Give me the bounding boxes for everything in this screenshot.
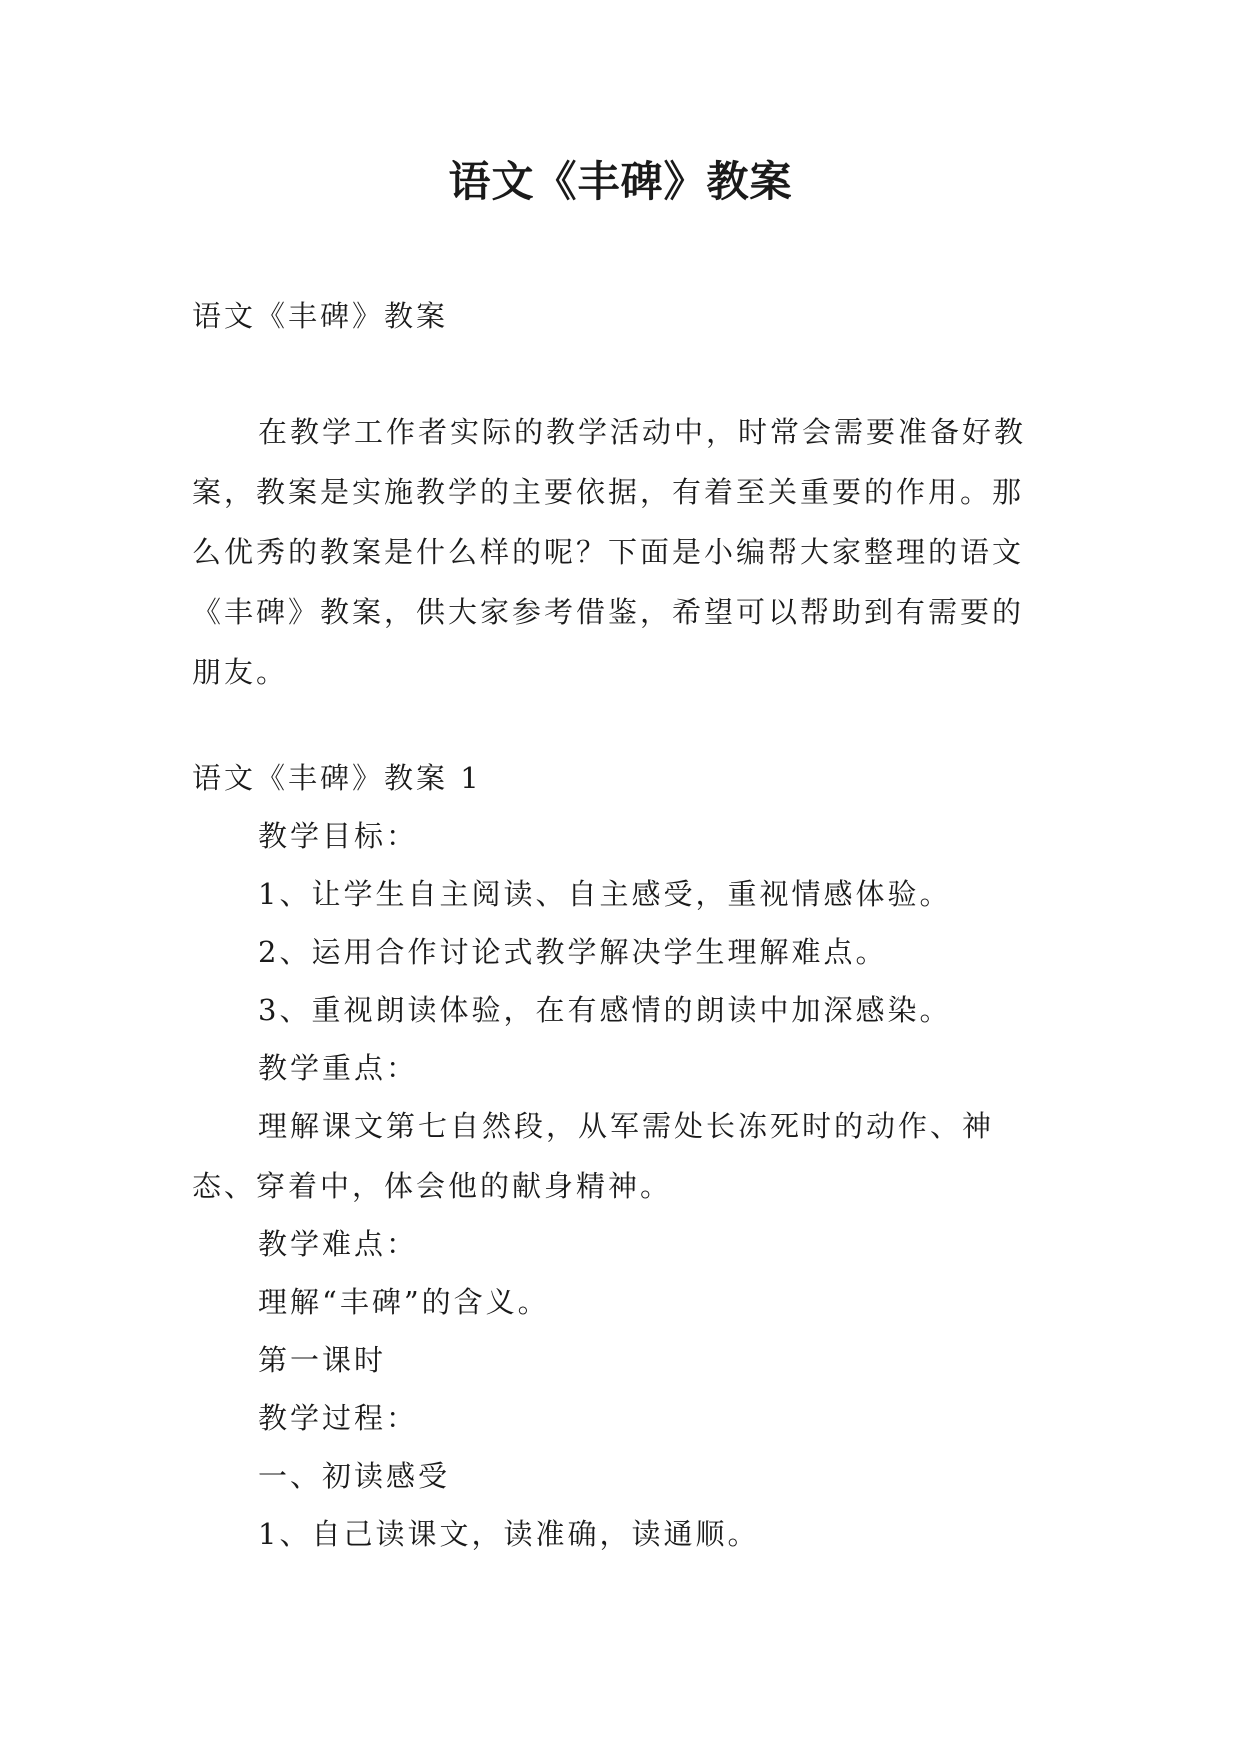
key-point-heading: 教学重点： [258, 1051, 419, 1085]
process-heading: 教学过程： [258, 1401, 419, 1435]
intro-paragraph: 在教学工作者实际的教学活动中，时常会需要准备好教案，教案是实施教学的主要依据，有着至关重要的作用。那么优秀的教案是什么样的呢？下面是小编帮大家整理的语文《丰碑》教案，供大家参考借鉴，希望可以帮助到有需要的朋友。 [192, 415, 1027, 689]
objectives-heading: 教学目标： [258, 819, 419, 853]
process-step-1-item-1: 1、自己读课文，读准确，读通顺。 [258, 1517, 760, 1551]
process-step-1: 一、初读感受 [258, 1459, 451, 1493]
section-title: 语文《丰碑》教案 1 [192, 761, 482, 795]
document-title: 语文《丰碑》教案 [448, 157, 793, 206]
objective-item-3: 3、重视朗读体验，在有感情的朗读中加深感染。 [258, 993, 952, 1027]
document-subtitle: 语文《丰碑》教案 [192, 299, 449, 333]
objective-item-2: 2、运用合作讨论式教学解决学生理解难点。 [258, 935, 888, 969]
key-point-paragraph: 理解课文第七自然段，从军需处长冻死时的动作、神态、穿着中，体会他的献身精神。 [192, 1109, 995, 1203]
lesson-label: 第一课时 [258, 1343, 387, 1377]
difficulty-heading: 教学难点： [258, 1227, 419, 1261]
objective-item-1: 1、让学生自主阅读、自主感受，重视情感体验。 [258, 877, 952, 911]
difficulty-text: 理解“丰碑”的含义。 [258, 1285, 550, 1319]
